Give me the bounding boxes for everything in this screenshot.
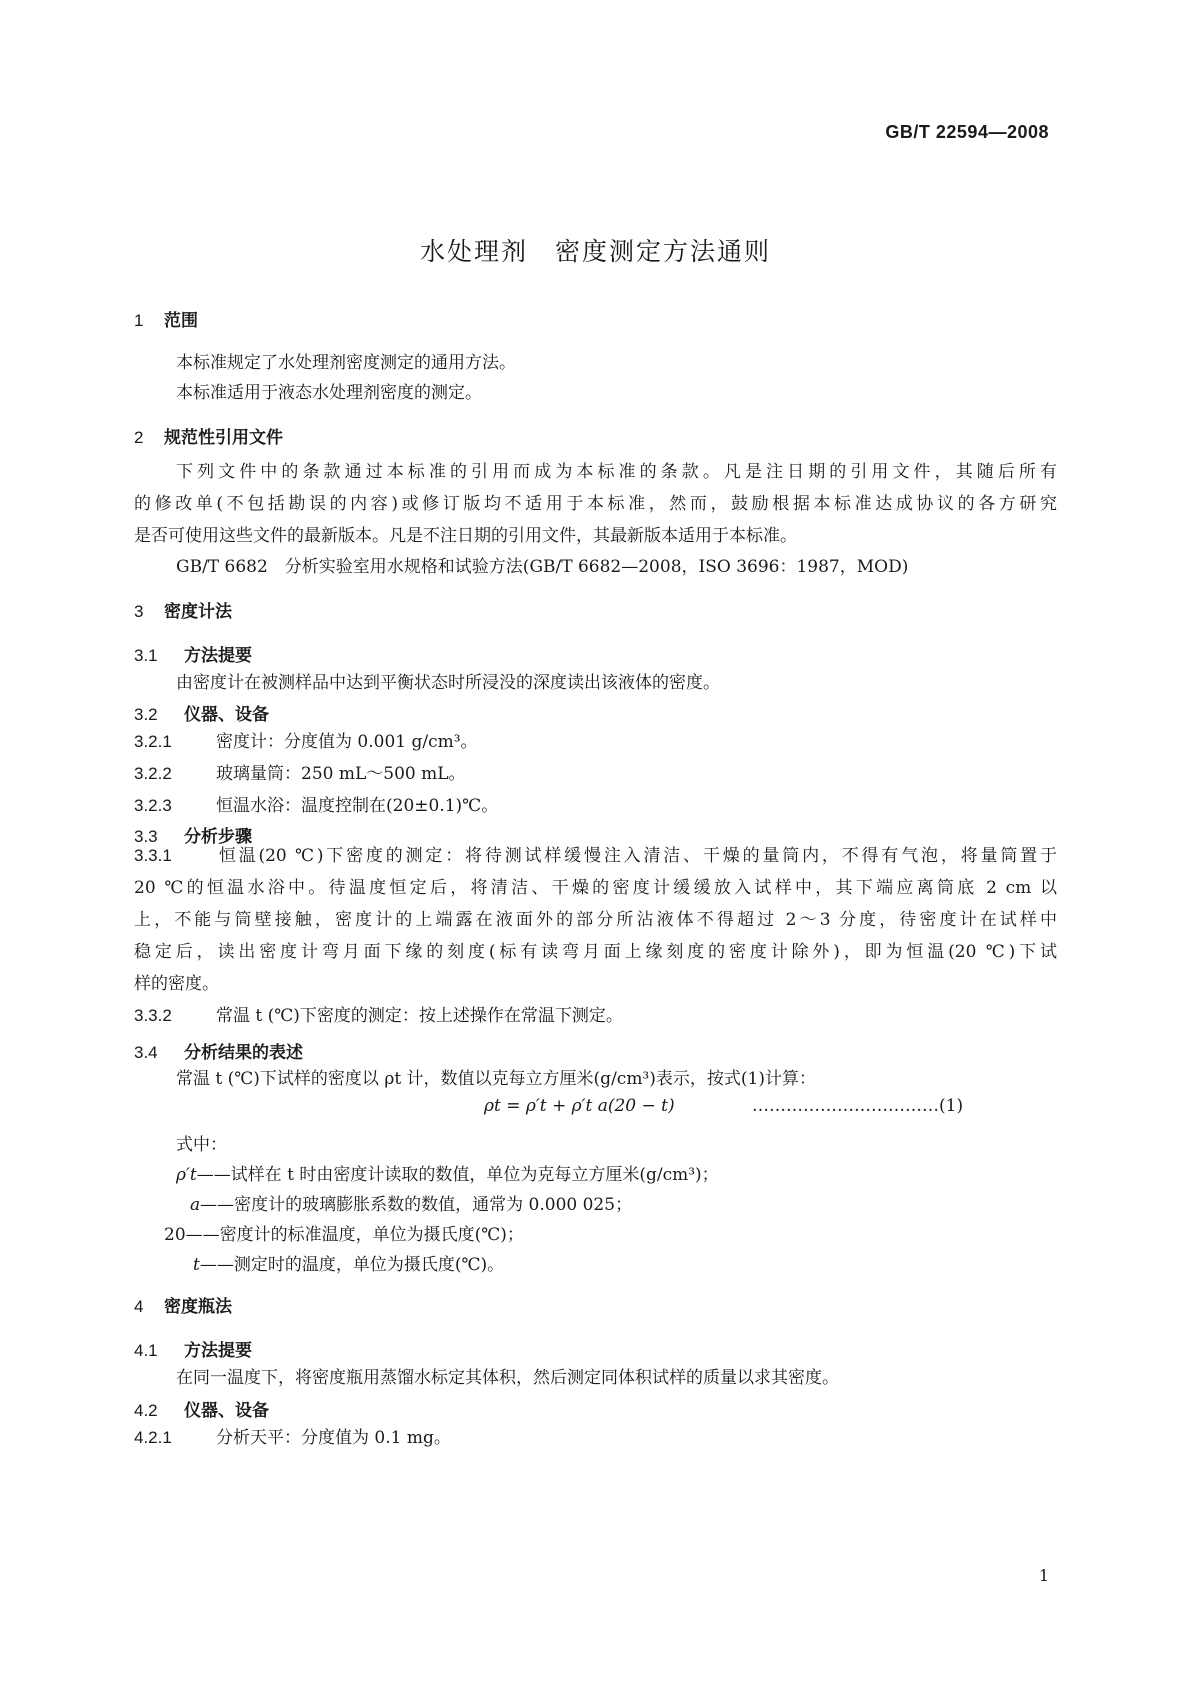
definition-text: ——测定时的温度，单位为摄氏度(℃)。 xyxy=(199,1255,505,1275)
section-title: 规范性引用文件 xyxy=(164,428,283,448)
section-3-4-heading xyxy=(134,1038,303,1063)
clause-number: 4.2.1 xyxy=(134,1428,172,1447)
section-number: 4 xyxy=(134,1297,144,1316)
definition-symbol: ρ′t xyxy=(176,1165,197,1185)
clause-3-2-3 xyxy=(134,790,1057,822)
section-number: 3 xyxy=(134,602,144,621)
clause-number: 3.3.1 xyxy=(134,846,172,865)
clause-text: 密度计：分度值为 0.001 g/cm³。 xyxy=(216,732,478,752)
section-title: 仪器、设备 xyxy=(184,705,269,725)
section-number: 4.1 xyxy=(134,1341,158,1360)
clause-3-3-2 xyxy=(134,1000,1057,1032)
section-title: 密度瓶法 xyxy=(164,1297,232,1317)
paragraph-line: 上，不能与筒壁接触，密度计的上端露在液面外的部分所沾液体不得超过 2～3 分度，待密度计在试样中 xyxy=(134,910,1057,930)
definition-item xyxy=(164,1220,524,1245)
paragraph: 本标准规定了水处理剂密度测定的通用方法。 xyxy=(176,353,516,373)
density-formula: ρt = ρ′t + ρ′t a(20 − t) xyxy=(484,1096,675,1116)
paragraph: 本标准适用于液态水处理剂密度的测定。 xyxy=(176,383,482,403)
clause-number: 3.2.1 xyxy=(134,732,172,751)
definition-symbol: 20 xyxy=(164,1225,186,1245)
section-4-heading xyxy=(134,1292,232,1317)
section-title: 范围 xyxy=(164,311,198,331)
clause-number: 3.2.2 xyxy=(134,764,172,783)
paragraph-line: 20 ℃的恒温水浴中。待温度恒定后，将清洁、干燥的密度计缓缓放入试样中，其下端应离筒底 2 cm 以 xyxy=(134,878,1057,898)
definition-symbol: t xyxy=(193,1255,200,1275)
section-1-heading xyxy=(134,306,198,331)
clause-text: 恒温(20 ℃)下密度的测定：将待测试样缓慢注入清洁、干燥的量筒内，不得有气泡，将量筒置于 xyxy=(216,846,1057,866)
definition-item xyxy=(176,1160,719,1185)
definition-item xyxy=(190,1190,632,1215)
clause-number: 3.3.2 xyxy=(134,1006,172,1025)
clause-text: 恒温水浴：温度控制在(20±0.1)℃。 xyxy=(216,796,499,816)
paragraph-line: 下列文件中的条款通过本标准的引用而成为本标准的条款。凡是注日期的引用文件，其随后所有 xyxy=(176,462,1057,482)
section-title: 分析结果的表述 xyxy=(184,1043,303,1063)
section-3-heading xyxy=(134,597,232,622)
paragraph-line: 的修改单(不包括勘误的内容)或修订版均不适用于本标准，然而，鼓励根据本标准达成协议的各方研究 xyxy=(134,494,1057,514)
clause-3-3-1 xyxy=(134,840,1057,1000)
document-title: 水处理剂 密度测定方法通则 xyxy=(419,237,771,266)
clause-number: 3.2.3 xyxy=(134,796,172,815)
section-3-2-heading xyxy=(134,700,269,725)
section-title: 密度计法 xyxy=(164,602,232,622)
section-2-heading xyxy=(134,423,283,448)
definition-text: ——密度计的玻璃膨胀系数的数值，通常为 0.000 025； xyxy=(200,1195,633,1215)
paragraph-line: 稳定后，读出密度计弯月面下缘的刻度(标有读弯月面上缘刻度的密度计除外)，即为恒温(20 ℃)下试 xyxy=(134,942,1057,962)
paragraph-line: 样的密度。 xyxy=(134,974,219,994)
section-number: 2 xyxy=(134,428,144,447)
section-number: 3.2 xyxy=(134,705,158,724)
paragraph: 常温 t (℃)下试样的密度以 ρt 计，数值以克每立方厘米(g/cm³)表示，按式(1)计算： xyxy=(176,1069,816,1089)
section-number: 1 xyxy=(134,311,144,330)
paragraph-line xyxy=(134,840,1057,872)
clause-3-2-1 xyxy=(134,726,1057,758)
equation-number: ……………………………(1) xyxy=(752,1096,964,1116)
clause-text: 分析天平：分度值为 0.1 mg。 xyxy=(216,1428,451,1448)
section-4-2-heading xyxy=(134,1396,269,1421)
paragraph: 在同一温度下，将密度瓶用蒸馏水标定其体积，然后测定同体积试样的质量以求其密度。 xyxy=(176,1368,839,1388)
paragraph-line: 是否可使用这些文件的最新版本。凡是不注日期的引用文件，其最新版本适用于本标准。 xyxy=(134,526,797,546)
normative-references-paragraph xyxy=(134,456,1057,552)
section-4-1-heading xyxy=(134,1336,252,1361)
definition-item xyxy=(193,1250,504,1275)
section-title: 方法提要 xyxy=(184,1341,252,1361)
definition-text: ——试样在 t 时由密度计读取的数值，单位为克每立方厘米(g/cm³)； xyxy=(196,1165,719,1185)
section-number: 3.4 xyxy=(134,1043,158,1062)
section-number: 3.3 xyxy=(134,827,158,846)
standard-code: GB/T 22594—2008 xyxy=(885,122,1049,142)
definition-symbol: a xyxy=(190,1195,201,1215)
clause-text: 玻璃量筒：250 mL～500 mL。 xyxy=(216,764,466,784)
clause-3-2-2 xyxy=(134,758,1057,790)
clause-text: 常温 t (℃)下密度的测定：按上述操作在常温下测定。 xyxy=(216,1006,623,1026)
section-title: 分析步骤 xyxy=(184,827,252,847)
reference-entry: GB/T 6682 分析实验室用水规格和试验方法(GB/T 6682—2008，ISO 3696：1987，MOD) xyxy=(176,557,909,577)
section-title: 方法提要 xyxy=(184,646,252,666)
paragraph: 由密度计在被测样品中达到平衡状态时所浸没的深度读出该液体的密度。 xyxy=(176,673,720,693)
clause-4-2-1 xyxy=(134,1422,1057,1454)
section-3-1-heading xyxy=(134,641,252,666)
where-label: 式中： xyxy=(176,1135,227,1155)
definition-text: ——密度计的标准温度，单位为摄氏度(℃)； xyxy=(185,1225,524,1245)
section-title: 仪器、设备 xyxy=(184,1401,269,1421)
section-number: 4.2 xyxy=(134,1401,158,1420)
section-number: 3.1 xyxy=(134,646,158,665)
page-number: 1 xyxy=(1038,1566,1049,1585)
